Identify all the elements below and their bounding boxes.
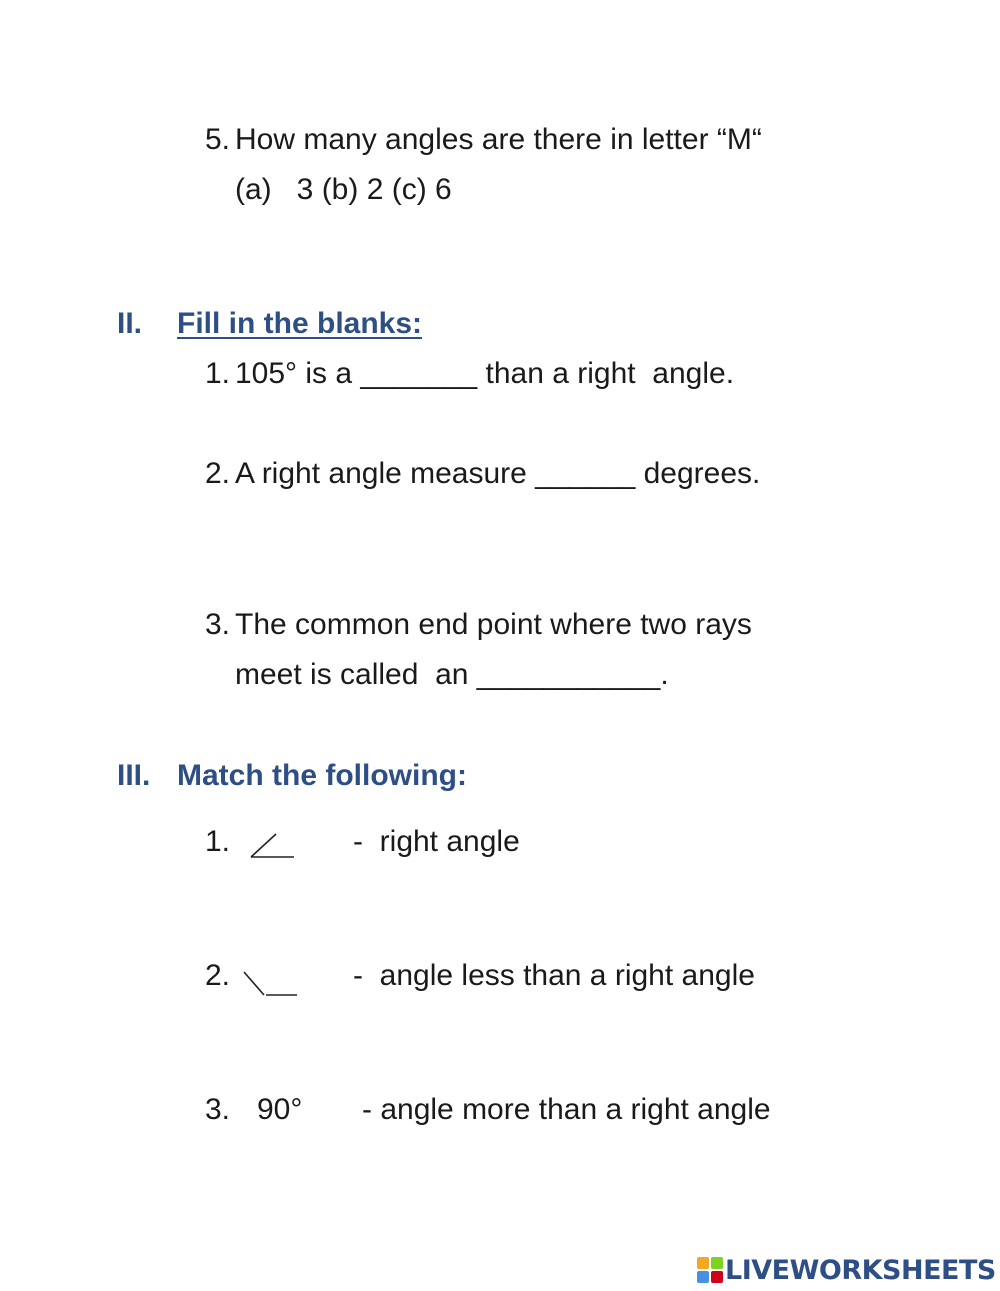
item-number: 3. <box>205 608 231 641</box>
degree-figure: 90° <box>257 1093 303 1126</box>
section-title: Fill in the blanks: <box>177 307 423 340</box>
fill-blank-item: A right angle measure ______ degrees. <box>235 457 761 490</box>
question-number: 5. <box>205 123 231 156</box>
question-options: (a) 3 (b) 2 (c) 6 <box>235 173 452 206</box>
item-number: 1. <box>205 825 231 858</box>
brand-name: LIVEWORKSHEETS <box>725 1254 996 1286</box>
brand-grid-icon <box>697 1257 723 1283</box>
section-numeral: III. <box>117 759 151 792</box>
liveworksheets-logo[interactable] <box>697 1253 996 1287</box>
match-text: - angle less than a right angle <box>353 959 755 992</box>
match-text: - angle more than a right angle <box>362 1093 771 1126</box>
item-number: 3. <box>205 1093 231 1126</box>
obtuse-angle-figure <box>240 966 302 1000</box>
fill-blank-item: 105° is a _______ than a right angle. <box>235 357 735 390</box>
section-title: Match the following: <box>177 759 467 792</box>
fill-blank-item: The common end point where two rays <box>235 608 752 641</box>
section-numeral: II. <box>117 307 143 340</box>
question-text: How many angles are there in letter “M“ <box>235 123 762 156</box>
item-number: 2. <box>205 959 231 992</box>
fill-blank-item-continued: meet is called an ___________. <box>235 658 669 691</box>
item-number: 2. <box>205 457 231 490</box>
match-text: - right angle <box>353 825 520 858</box>
item-number: 1. <box>205 357 231 390</box>
acute-angle-figure <box>248 828 298 862</box>
